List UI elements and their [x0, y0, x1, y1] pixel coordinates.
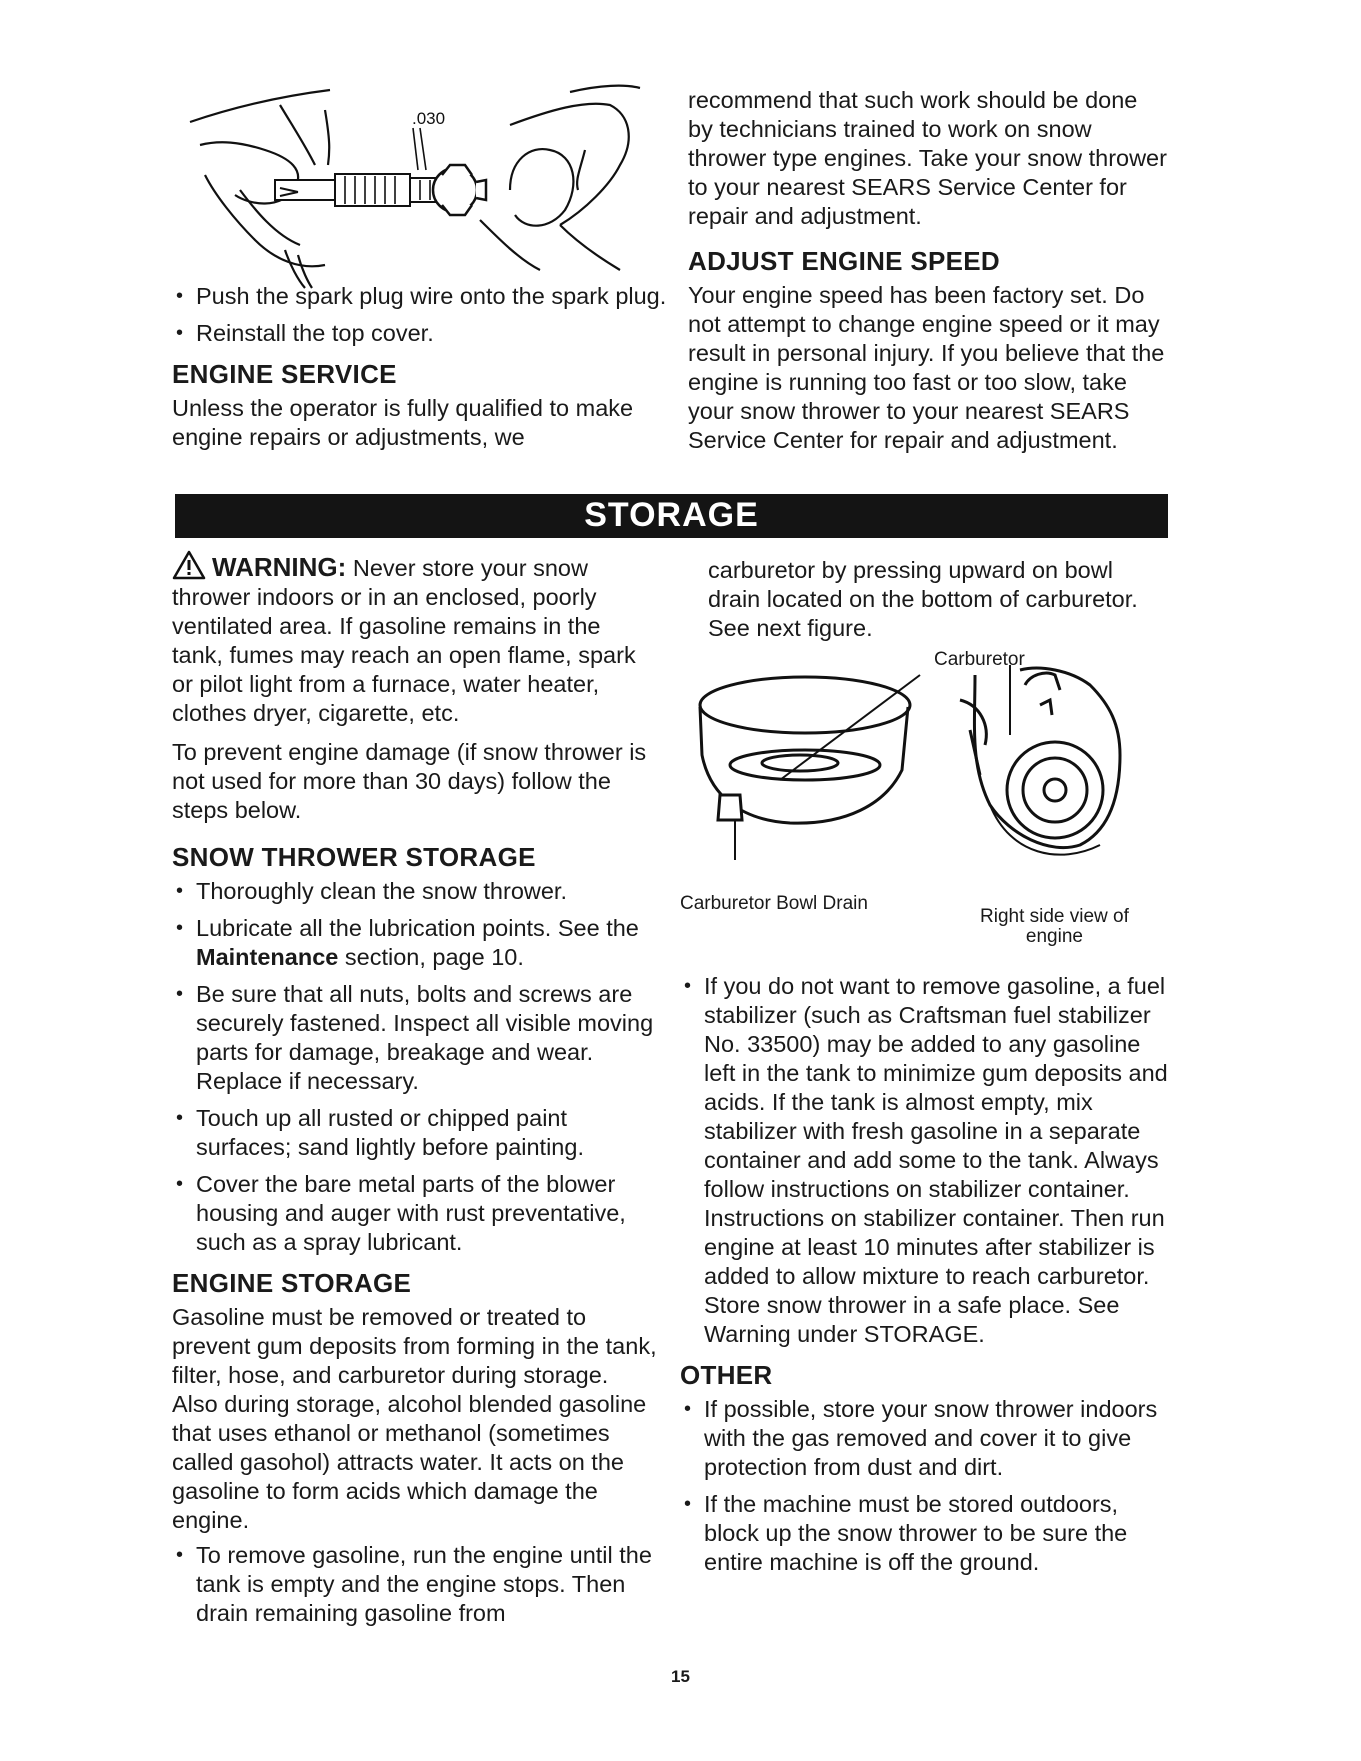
- list-item: • If the machine must be stored outdoors, block up the snow thrower to be sure the entire machine is off the ground.: [680, 1490, 1170, 1577]
- top-right-column: [688, 86, 1168, 455]
- storage-banner-title: STORAGE: [584, 496, 759, 534]
- engine-service-heading: ENGINE SERVICE: [172, 359, 397, 389]
- list-item: • Cover the bare metal parts of the blower housing and auger with rust preventative, such as a spray lubricant.: [172, 1170, 657, 1257]
- engine-storage-text: Gasoline must be removed or treated to prevent gum deposits from forming in the tank, filter, hose, and carburetor during storage. Also during storage, alcohol blended gasoline that uses ethanol or methanol (sometimes called gasohol) attracts water. It acts on the gasoline to form acids which damage the engine.: [172, 1304, 657, 1533]
- service-continued-text: recommend that such work should be done by technicians trained to work on snow thrower type engines. Take your snow thrower to your nearest SEARS Service Center for repair and adjustment.: [688, 87, 1167, 229]
- warning-label: WARNING:: [212, 552, 347, 582]
- list-item: • Thoroughly clean the snow thrower.: [172, 877, 657, 906]
- list-item: • Push the spark plug wire onto the spark plug.: [172, 282, 672, 311]
- engine-storage-heading: ENGINE STORAGE: [172, 1268, 412, 1298]
- storage-right-lower: [680, 972, 1170, 1585]
- list-item: • Lubricate all the lubrication points. See the Maintenance section, page 10.: [172, 914, 657, 972]
- storage-right-column: [708, 556, 1168, 643]
- snow-thrower-storage-heading: SNOW THROWER STORAGE: [172, 842, 536, 872]
- adjust-engine-speed-text: Your engine speed has been factory set. Do not attempt to change engine speed or it may result in personal injury. If you believe that the engine is running too fast or too slow, take your snow thrower to your nearest SEARS Service Center for repair and adjustment.: [688, 282, 1165, 453]
- stabilizer-list: [680, 972, 1170, 1349]
- snow-thrower-storage-list: [172, 877, 657, 1257]
- engine-storage-list: [172, 1541, 657, 1628]
- list-item: • Touch up all rusted or chipped paint surfaces; sand lightly before painting.: [172, 1104, 657, 1162]
- list-item: • Be sure that all nuts, bolts and screws are securely fastened. Inspect all visible moving parts for damage, breakage and wear. Replace if necessary.: [172, 980, 657, 1096]
- other-heading: OTHER: [680, 1360, 773, 1390]
- page-number: 15: [671, 1667, 690, 1686]
- carburetor-figure: [680, 645, 1170, 960]
- top-left-column: [172, 282, 672, 452]
- list-item: • To remove gasoline, run the engine until the tank is empty and the engine stops. Then drain remaining gasoline from: [172, 1541, 657, 1628]
- list-item: • If you do not want to remove gasoline, a fuel stabilizer (such as Craftsman fuel stabilizer No. 33500) may be added to any gasoline left in the tank to minimize gum deposits and acids. If the tank is almost empty, mix stabilizer with fresh gasoline in a separate container and add some to the tank. Always follow instructions on stabilizer container. Instructions on stabilizer container. Then run engine at least 10 minutes after stabilizer is added to allow mixture to reach carburetor. Store snow thrower in a safe place. See Warning under STORAGE.: [680, 972, 1170, 1349]
- gap-label: .030: [412, 109, 446, 128]
- carburetor-continued-text: carburetor by pressing upward on bowl drain located on the bottom of carburetor. See next figure.: [708, 557, 1138, 641]
- spark-plug-gap-illustration: [180, 70, 650, 290]
- maintenance-reference: Maintenance: [196, 944, 339, 970]
- side-view-label: Right side view of engine: [980, 906, 1129, 947]
- warning-triangle-icon: [172, 550, 206, 580]
- adjust-engine-speed-heading: ADJUST ENGINE SPEED: [688, 246, 1000, 276]
- other-list: [680, 1395, 1170, 1577]
- storage-banner: [175, 494, 1168, 538]
- engine-service-text: Unless the operator is fully qualified to make engine repairs or adjustments, we: [172, 395, 634, 450]
- warning-paragraph: [172, 550, 657, 728]
- prevent-damage-text: To prevent engine damage (if snow thrower is not used for more than 30 days) follow the steps below.: [172, 739, 647, 823]
- list-item: • Reinstall the top cover.: [172, 319, 672, 348]
- storage-left-column: [172, 550, 657, 1636]
- bowl-drain-label: Carburetor Bowl Drain: [680, 893, 868, 914]
- carburetor-label: Carburetor: [934, 649, 1025, 670]
- warning-text: Never store your snow thrower indoors or in an enclosed, poorly ventilated area. If gasoline remains in the tank, fumes may reach an open flame, spark or pilot light from a furnace, water heater, clothes dryer, cigarette, etc.: [172, 555, 636, 726]
- list-item: • If possible, store your snow thrower indoors with the gas removed and cover it to give protection from dust and dirt.: [680, 1395, 1170, 1482]
- spark-plug-steps: [172, 282, 672, 348]
